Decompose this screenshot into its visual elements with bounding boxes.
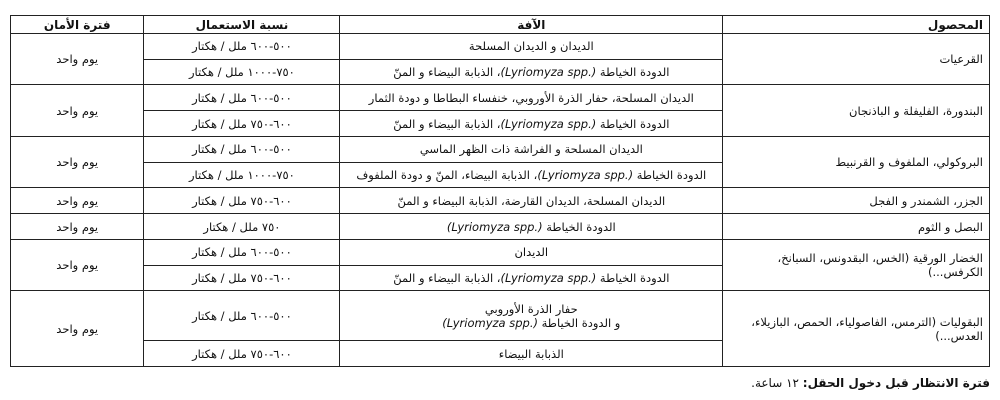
rate-cell: ٥٠٠-٦٠٠ ملل / هكتار — [144, 85, 340, 111]
crop-cell: البصل و الثوم — [723, 214, 990, 240]
pest-cell: الديدان المسلحة و الفراشة ذات الظهر الماسي — [340, 136, 723, 162]
crop-cell: الجزر، الشمندر و الفجل — [723, 188, 990, 214]
header-rate: نسبة الاستعمال — [144, 16, 340, 34]
header-safety-period: فترة الأمان — [11, 16, 144, 34]
reentry-interval-note — [751, 376, 990, 390]
rate-cell: ٥٠٠-٦٠٠ ملل / هكتار — [144, 34, 340, 60]
pest-line: حفار الذرة الأوروبي — [484, 301, 578, 316]
pest-cell — [340, 111, 723, 137]
header-crop: المحصول — [723, 16, 990, 34]
pest-text: ، الذبابة البيضاء و المنّ — [393, 270, 501, 285]
pest-latin-name: (Lyriomyza spp.) — [446, 219, 543, 234]
rate-cell: ٧٥٠-١٠٠٠ ملل / هكتار — [144, 59, 340, 85]
crop-cell: البقوليات (الترمس، الفاصولياء، الحمص، البازيلاء، العدس...) — [723, 291, 990, 367]
table-row — [11, 291, 990, 341]
note-value: ١٢ ساعة. — [751, 376, 803, 390]
safety-cell: يوم واحد — [11, 214, 144, 240]
product-usage-table — [10, 15, 990, 367]
rate-cell: ٥٠٠-٦٠٠ ملل / هكتار — [144, 136, 340, 162]
pest-text: الدودة الخياطة — [542, 219, 616, 234]
pest-latin-name: (Lyriomyza spp.) — [500, 270, 597, 285]
rate-cell: ٦٠٠-٧٥٠ ملل / هكتار — [144, 188, 340, 214]
pest-cell: الديدان — [340, 239, 723, 265]
rate-cell: ٦٠٠-٧٥٠ ملل / هكتار — [144, 341, 340, 367]
header-pest: الآفة — [340, 16, 723, 34]
rate-cell: ٧٥٠ ملل / هكتار — [144, 214, 340, 240]
pest-text: الدودة الخياطة — [596, 116, 670, 131]
pest-latin-name: (Lyriomyza spp.) — [537, 168, 634, 183]
pest-cell: الديدان و الديدان المسلحة — [340, 34, 723, 60]
safety-cell: يوم واحد — [11, 188, 144, 214]
table-row — [11, 136, 990, 162]
table-header-row — [11, 16, 990, 34]
pest-cell: الديدان المسلحة، حفار الذرة الأوروبي، خنفساء البطاطا و دودة الثمار — [340, 85, 723, 111]
pest-text: ، الذبابة البيضاء، المنّ و دودة الملفوف — [356, 168, 538, 183]
crop-cell: البروكولي، الملفوف و القرنبيط — [723, 136, 990, 187]
pest-cell — [340, 265, 723, 291]
crop-cell: القرعيات — [723, 34, 990, 85]
pest-cell — [340, 59, 723, 85]
rate-cell: ٧٥٠-١٠٠٠ ملل / هكتار — [144, 162, 340, 188]
pest-text: الدودة الخياطة — [596, 270, 670, 285]
crop-cell: الخضار الورقية (الخس، البقدونس، السبانخ، الكرفس...) — [723, 239, 990, 290]
safety-cell: يوم واحد — [11, 291, 144, 367]
crop-cell: البندورة، الفليفلة و الباذنجان — [723, 85, 990, 136]
pest-latin-name: (Lyriomyza spp.) — [442, 315, 538, 330]
table-row — [11, 188, 990, 214]
table-row — [11, 34, 990, 60]
pest-cell — [340, 291, 723, 341]
pest-cell: الذبابة البيضاء — [340, 341, 723, 367]
safety-cell: يوم واحد — [11, 34, 144, 85]
pest-cell — [340, 214, 723, 240]
pest-text: ، الذبابة البيضاء و المنّ — [393, 116, 501, 131]
pest-cell: الديدان المسلحة، الديدان القارضة، الذبابة البيضاء و المنّ — [340, 188, 723, 214]
note-label: فترة الانتظار قبل دخول الحقل: — [802, 376, 990, 390]
safety-cell: يوم واحد — [11, 136, 144, 187]
rate-cell: ٥٠٠-٦٠٠ ملل / هكتار — [144, 239, 340, 265]
pest-cell — [340, 162, 723, 188]
pest-latin-name: (Lyriomyza spp.) — [500, 65, 597, 80]
pest-text: و الدودة الخياطة — [537, 315, 621, 330]
safety-cell: يوم واحد — [11, 85, 144, 136]
table-row — [11, 214, 990, 240]
rate-cell: ٦٠٠-٧٥٠ ملل / هكتار — [144, 111, 340, 137]
safety-cell: يوم واحد — [11, 239, 144, 290]
pest-line — [346, 316, 716, 330]
table-row — [11, 239, 990, 265]
pest-text: الدودة الخياطة — [633, 168, 707, 183]
pest-text: الدودة الخياطة — [596, 65, 670, 80]
table-row — [11, 85, 990, 111]
rate-cell: ٦٠٠-٧٥٠ ملل / هكتار — [144, 265, 340, 291]
rate-cell: ٥٠٠-٦٠٠ ملل / هكتار — [144, 291, 340, 341]
pest-latin-name: (Lyriomyza spp.) — [500, 116, 597, 131]
pest-text: ، الذبابة البيضاء و المنّ — [393, 65, 501, 80]
